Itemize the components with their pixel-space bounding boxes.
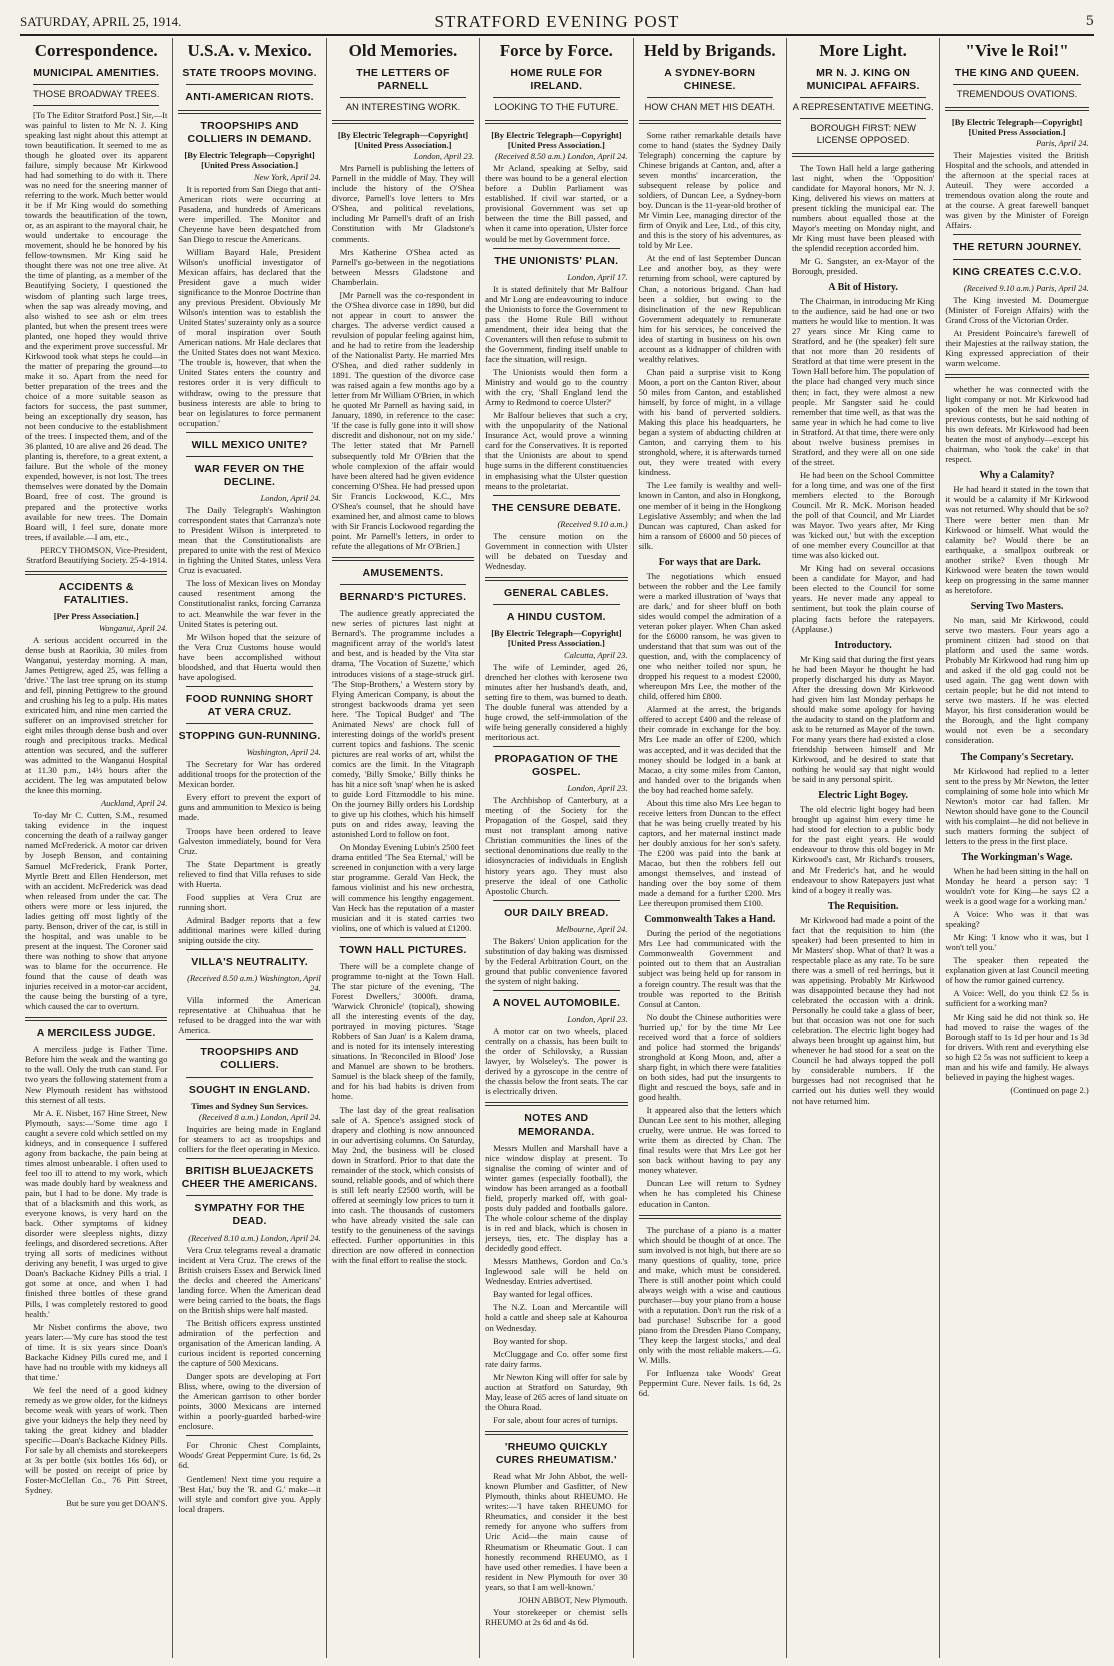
article-headline: PROPAGATION OF THE GOSPEL. — [494, 752, 619, 779]
column-usa-v-mexico — [173, 38, 326, 1658]
column-divider — [340, 584, 466, 585]
article-headline: WAR FEVER ON THE DECLINE. — [194, 462, 305, 488]
paragraph: McCluggage and Co. offer some first rate dairy farms. — [485, 1348, 628, 1369]
paragraph: Villa informed the American representative at Chihuahua that he refused to be dragged into the war with America. — [178, 995, 321, 1036]
column-more-light — [787, 38, 940, 1658]
article-headline: MR N. J. KING ON MUNICIPAL AFFAIRS. — [806, 66, 920, 92]
column-divider — [25, 571, 167, 575]
issue-date: SATURDAY, APRIL 25, 1914. — [20, 14, 182, 29]
article-headline: SOUGHT IN ENGLAND. — [188, 1083, 311, 1096]
dateline: (Received 8.50 a.m.) London, April 24. — [495, 151, 628, 162]
paragraph: Mr Wilson hoped that the seizure of the Vera Cruz Customs house would have been accomplished without bloodshed, and that Huerta would then have apologised. — [178, 631, 321, 682]
signature-line: JOHN ABBOT, New Plymouth. — [518, 1594, 628, 1605]
paragraph: Mrs Parnell is publishing the letters of Parnell in the middle of May. They will include the history of the O'Shea divorce, Parnell's love letters to Mrs O'Shea, and political revelations, including Mr Parnell's draft of an Irish Constitution with Mr Gladstone's comments. — [331, 163, 475, 244]
article-headline: TROOPSHIPS AND COLLIERS. — [200, 1046, 299, 1072]
paragraph: The speaker then repeated the explanation given at last Council meeting of how the rumor gained currency. — [945, 955, 1089, 986]
column-divider — [340, 937, 466, 938]
paragraph: Mr Kirkwood had made a point of the fact that the requisition to him (the speaker) had been presented to him in Mr Masters' shop. What of that? It was a respectable place as any rate. To be sure there was a smell of red herrings, but it was appetising. Probably Mr Kirkwood was disappointed because they had not celebrated the occasion with a drink. Personally he could take a glass of beer, but that occasion was not one for such celebration. The electric light bogey had always been brought up against him, but whenever he had stood for a seat on the Council he had always topped the poll by considerable numbers. If the burgesses had not recognised that he carried out his duties well they would not have returned him. — [791, 914, 935, 1106]
article-headline: OUR DAILY BREAD. — [504, 906, 609, 919]
column-divider — [953, 234, 1080, 235]
paragraph: Mrs Katherine O'Shea acted as Parnell's go-between in the negotiations between Messrs Gladstone and Chamberlain. — [331, 246, 475, 287]
signature-line: But be sure you get DOAN'S. — [66, 1498, 168, 1509]
column-divider — [186, 456, 312, 457]
dateline: London, April 24. — [260, 493, 321, 504]
dateline: Melbourne, April 24. — [555, 923, 628, 934]
column-divider — [186, 723, 312, 724]
column-title: Held by Brigands. — [643, 41, 776, 60]
dateline: Calcutta, April 23. — [563, 649, 628, 660]
column-divider — [186, 1195, 312, 1196]
article-headline: THE RETURN JOURNEY. — [952, 241, 1082, 254]
columns — [20, 38, 1094, 1658]
dateline: (Received 8.10 a.m.) London, April 24. — [188, 1232, 321, 1243]
column-divider — [186, 949, 312, 950]
column-divider — [953, 84, 1080, 85]
article-headline: A NOVEL AUTOMOBILE. — [492, 997, 621, 1010]
column-title: U.S.A. v. Mexico. — [187, 41, 312, 60]
article-subheadline: LOOKING TO THE FUTURE. — [494, 101, 619, 113]
paragraph: A Voice: Who was it that was speaking? — [945, 909, 1089, 930]
article-headline: TOWN HALL PICTURES. — [339, 943, 467, 956]
paragraph: Mr Newton King will offer for sale by auction at Stratford on Saturday, 9th May, lease of 265 acres of land situate on the Ohura Road. — [485, 1371, 628, 1412]
dateline: Wanganui, April 24. — [98, 622, 168, 633]
article-headline: VILLA'S NEUTRALITY. — [191, 956, 308, 969]
paragraph: He had been on the School Committee for a long time, and was one of the first members elected to the Borough Council. Mr R. McK. Morison headed the poll of that Council, and Mr Liardet was Mayor. Two years after, Mr King was 'kicked out,' but with the exception of one member every Councillor at that time was also kicked out. — [791, 469, 935, 561]
paragraph: There will be a complete change of programme to-night at the Town Hall. The star picture of the evening, 'The Forest Dwellers,' 3000ft. drama, 'Warwick Chronicle' (topical), showing all the interesting events of the day, portrayed in moving pictures. 'Stage Robbers of San Juan' is a Kalem drama, and is noted for its intensely interesting situations. In 'Reconciled in Blood' Jose and Manuel are shown to be brothers. Samuel is the black sheep of the family, and for his bad habits is driven from home. — [331, 960, 475, 1102]
page-number: 5 — [1085, 14, 1094, 29]
article-headline: ANTI-AMERICAN RIOTS. — [185, 90, 314, 103]
dateline: London, April 23. — [567, 783, 628, 794]
paragraph: Bay wanted for legal offices. — [493, 1289, 593, 1300]
article-subheadline: HOW CHAN MET HIS DEATH. — [644, 101, 776, 113]
dateline: Washington, April 24. — [246, 747, 321, 758]
agency-credit: Times and Sydney Sun Services. — [191, 1100, 308, 1111]
column-title: Force by Force. — [499, 41, 613, 60]
paragraph: The purchase of a piano is a matter which should be thought of at once. The sum involved is not high, but there are so many questions of quality, tone, price and make, which must be considered. There is still another point which could always weigh with a wise and cautious purchaser—buy your piano from a house with a reputation. Don't run the risk of a bad purchase! Subscribe for a good piano from the Dresden Piano Company, 'They keep the largest stocks,' and deal only with the most reliable makers.—G. W. Mills. — [638, 1224, 781, 1366]
column-divider — [332, 557, 474, 561]
article-headline: THE UNIONISTS' PLAN. — [494, 254, 619, 267]
paragraph: [To The Editor Stratford Post.] Sir,—It was painful to listen to Mr N. J. King speaking last night about this attempt at town beautification. It seemed to me as though he gloated over its apparent failure, simply because Mr Kirkwood had had something to do with it. There was no need for the sneering manner of referring to the work. Much better would it be if Mr King would do something towards the beautification of the town, or, as an aspirant to the mayoral chair, he would undertake to encourage the movement, should he be honored by his fellow-townsmen. Mr King said he thought there was not one tree alive. At the time of planting, as a member of the Beautifying Society, I questioned the wisdom of planting such large trees, when the sap was already moving, and also wished to see ash or elm trees planted, but when the present trees were planted, one hoped they would thrive and the experiment prove successful. Mr Kirkwood took what steps he could—in the matter of preparing the ground—to make it so. Apart from the need for better preparation of the trees and the choice of a more suitable season as factors for success, the past summer, being an exceptionally dry season, has not been conducive to the establishment of the trees. I inspected them, and of the 36 planted, 10 are alive and 26 dead. The planting is, therefore, to a great extent, a failure. But the whole of the money expended, however, is not lost. The trees themselves were donated by the Domain Board, free of cost. The ground is prepared and the protective works available for new trees. The Domain Board will, I feel sure, donate more trees, if available.—I am, etc., — [25, 109, 168, 542]
section-subheading: Introductory. — [834, 639, 892, 651]
article-subheadline: A REPRESENTATIVE MEETING. — [792, 101, 934, 113]
paragraph: The Unionists would then form a Ministry and would go to the country with the cry, 'Shall England lend the Army to Redmond to coerce Ulster?' — [485, 367, 628, 408]
column-correspondence — [20, 38, 173, 1658]
article-headline: FOOD RUNNING SHORT AT VERA CRUZ. — [185, 692, 314, 718]
dateline: (Received 9.10 a.m.) — [557, 518, 628, 529]
paragraph: No man, said Mr Kirkwood, could serve two masters. Four years ago a prominent citizen had stood on that platform and used the same words. Probably Mr Kirkwood had rung him up and asked if the old gag could not be used again. The gag went down with certain people; but he did not intend to serve two masters. If he was elected Mayor, his first consideration would be the Borough, and the light company would not even be a secondary consideration. — [945, 614, 1089, 746]
paragraph: The audience greatly appreciated the new series of pictures last night at Bernard's. The programme includes a magnificent array of the world's latest and best, and is headed by the Vita star drama, 'The Vocation of Suzette,' which introduces visions of a stage-struck girl. 'The Stop-Brothers,' a Western story by Flying American Company, is about the strongest backwoods drama yet seen here. 'The Topical Budget' and 'The Animated News' are chock full of interesting doings of the world's present current topics and fashions. The scenic pictures are real works of art, whilst the comics are the limit. In the Vitagraph comedy, 'Billy Smoke,' Billy thinks he has hit a nice soft 'snap' when he is asked to guide Lord Fitzmoddle to his mine. On the journey Billy orders his Lordship to give up his clothes, which his himself puts on and rides away, leaving the astonished Lord to follow on foot. — [331, 608, 475, 840]
article-subheadline: TREMENDOUS OVATIONS. — [956, 88, 1078, 100]
paragraph: During the period of the negotiations Mrs Lee had communicated with the Commonwealth Government and pointed out to them that an Australian subject was being held up for ransom in a foreign country. The result was that the trouble was reported to the British Consul at Canton. — [638, 928, 781, 1009]
column-divider — [792, 153, 934, 157]
dateline: Auckland, April 24. — [100, 798, 168, 809]
paragraph: It appeared also that the letters which Duncan Lee sent to his mother, alleging cruelty, were untrue. He was forced to write them as directed by Chan. The final results were that Mrs Lee got her son back without having to pay any money whatever. — [638, 1105, 781, 1176]
dateline: (Received 8.50 a.m.) Washington, April 24. — [187, 973, 321, 994]
column-divider — [493, 97, 619, 98]
paragraph: To-day Mr C. Cutten, S.M., resumed taking evidence in the inquest concerning the death of a railway ganger named McFrederick. A motor car driven by Joseph Benson, and containing Samuel McFrederick, Frank Porter, Myrtle Brett and Ellen Henderson, met with an accident. McFrederick was dead when released from under the car. The others were more or less injured, the ladies getting off most lightly of the party. Benson, driver of the car, is still in the hospital, and was unable to be present at the inquest. The Coroner said there was nothing to show that anyone was to blame for the occurrence. He found that the cause of death was injuries received in a motor-car accident, the cause being the bursting of a tyre, which caused the car to overturn. — [25, 810, 168, 1012]
agency-credit: [By Electric Telegraph—Copyright] [United Press Association.] — [491, 129, 622, 150]
paragraph: The Archbishop of Canterbury, at a meeting of the Society for the Propagation of the Gospel, said they must not transplant among native Christian communities the lines of the sectional denominations due really to the idiosyncracies of individuals in English history years ago. They must also preserve the ideal of one Catholic Apostolic Church. — [485, 795, 628, 896]
column-force-by-force — [480, 38, 633, 1658]
paragraph: Mr G. Sangster, an ex-Mayor of the Borough, presided. — [791, 255, 935, 277]
paragraph: The Secretary for War has ordered additional troops for the protection of the Mexican border. — [178, 759, 321, 790]
paragraph: Mr Kirkwood had replied to a letter sent to the press by Mr Newton, the letter complaining of some hole into which Mr Newton's motor car had fallen. Mr Newton should have gone to the Council with his complaint—he did not believe in such matters forming the subject of letters to the press in the first place. — [945, 765, 1089, 846]
column-divider — [25, 1017, 167, 1021]
column-divider — [493, 990, 619, 991]
column-title: "Vive le Roi!" — [965, 41, 1069, 60]
article-headline: AMUSEMENTS. — [362, 566, 444, 579]
paragraph: Mr King said that during the first years he had been Mayor he thought he had properly discharged his duty as Mayor. After the dressing down Mr Kirkwood had given him last Monday perhaps he should make some apology for having the audacity to stand on the platform and ask to be returned as Mayor of the town. For many years there had existed a close friendship between himself and Mr Kirkwood, and he desired to state that nothing he would say that night would be said in any personal spirit. — [791, 653, 935, 785]
paragraph: The Bakers' Union application for the substitution of day baking was dismissed by the Federal Arbitration Court, on the ground that public convenience favored the system of night baking. — [485, 935, 628, 986]
paragraph: Every effort to prevent the export of guns and ammunition to Mexico is being made. — [178, 792, 321, 823]
section-subheading: A Bit of History. — [828, 282, 898, 294]
paragraph: For Chronic Chest Complaints, Woods' Great Peppermint Cure. 1s 6d, 2s 6d. — [178, 1440, 321, 1471]
paragraph: A merciless judge is Father Time. Before him the weak and the wanting go to the wall. Only the truth can stand. For two years the following statement from a New Plymouth resident has withstood this sternest of all tests. — [25, 1044, 168, 1105]
column-divider — [493, 495, 619, 496]
article-headline: A MERCILESS JUDGE. — [36, 1027, 156, 1040]
paragraph: Some rather remarkable details have come to hand (states the Sydney Daily Telegraph) concerning the capture by Chinese brigands at Canton, and, after a seven months' incarceration, the subsequent release by police and soldiers, of Duncan Lee, a Sydney-born boy. Duncan is the 11-year-old brother of Mr Vimin Lee, managing director of the firm of Onyik and Lee, Ltd., of this city, and this is the story of his adventures, as told by Mr Lee. — [638, 129, 781, 251]
agency-credit: [By Electric Telegraph—Copyright] [United Press Association.] — [951, 116, 1083, 137]
article-headline: TROOPSHIPS AND COLLIERS IN DEMAND. — [187, 119, 312, 146]
paragraph: Inquiries are being made in England for steamers to act as troopships and colliers for the fleet operating in Mexico. — [178, 1123, 321, 1154]
agency-credit: [By Electric Telegraph—Copyright] [United Press Association.] — [184, 150, 315, 171]
paragraph: For sale, about four acres of turnips. — [493, 1414, 618, 1425]
article-headline: ACCIDENTS & FATALITIES. — [58, 581, 134, 607]
paragraph: The Town Hall held a large gathering last night, when the 'Opposition' candidate for Mayoral honors, Mr N. J. King, delivered his views on matters at present tickling the municipal ear. The numbers about equalled those at the Mayor's meeting on Monday night, and Mr King must have been pleased with the splendid reception accorded him. — [791, 162, 935, 253]
column-divider — [800, 118, 926, 119]
column-divider — [485, 1431, 627, 1435]
paragraph: Mr King said he did not think so. He had moved to raise the wages of the Borough staff to 1s 1d per hour and 1s 3d for drivers. With rent and everything else so high £2 5s was not sufficient to keep a man and his wife and family. He always believed in paying the highest wages. — [945, 1011, 1089, 1082]
column-divider — [647, 97, 773, 98]
paragraph: At the end of last September Duncan Lee and another boy, as they were returning from school, were captured by Chan, a notorious brigand. Chan had been a soldier, but owing to the disinclination of the new Republican Government adequately to remunerate him for his services, he conceived the idea of starting in business on his own account as a kidnapper of children with wealthy relatives. — [638, 253, 781, 364]
column-divider — [186, 432, 312, 433]
paragraph: Chan paid a surprise visit to Kong Moon, a port on the Canton River, about 50 miles from Canton, and established himself, by force of might, in a village with his band of perverted soldiers. Making this place his headquarters, he began a system of abducting children at Canton, and carrying them to his stronghold, where, it is afterwards turned out, they were treated with every kindness. — [638, 366, 781, 478]
paragraph: Mr Balfour believes that such a cry, with the unpopularity of the National Insurance Act, would prove a winning card for the Conservatives. It is reported that the Unionists are about to spend huge sums in the different constituencies in emphasising what the Ulster question means to the proletariat. — [485, 410, 628, 491]
section-subheading: The Workingman's Wage. — [961, 851, 1073, 863]
paragraph: Mr Nisbet confirms the above, two years later:—'My cure has stood the test of time. It is six years since Doan's Backache Kidney Pills cured me, and I have had no trouble with my kidneys all that time.' — [25, 1321, 168, 1382]
agency-credit: [By Electric Telegraph—Copyright] [United Press Association.] — [337, 129, 469, 150]
article-headline: GENERAL CABLES. — [504, 586, 609, 599]
column-divider — [800, 97, 926, 98]
paragraph: Alarmed at the arrest, the brigands offered to accept £400 and the release of their comrade in exchange for the boy. Mrs Lee made an offer of £200, which was accepted, and it was decided that the money should be lodged in a bank at Macao, a city some miles from Canton, and handed over to the brigands when the boy had reached home safely. — [638, 704, 781, 795]
paragraph: Mr King: 'I know who it was, but I won't tell you.' — [945, 932, 1089, 953]
paragraph: The N.Z. Loan and Mercantile will hold a cattle and sheep sale at Kahouroa on Wednesday. — [485, 1302, 628, 1333]
paragraph: The Chairman, in introducing Mr King to the audience, said he had one or two matters he would like to mention. It was 27 years since Mr King came to Stratford, and he (the speaker) felt sure that not more than 20 residents of Stratford at that time were present in the Town Hall before him. The population of the place had changed very much since then; in fact, they were almost a new people. Mr Sangster said he could remember that time well, as that was the same year in which he had come to live in Stratford. At that time, there were only about twelve business premises in Stratford, and they were all on one side of the street. — [791, 296, 935, 467]
dateline: New York, April 24. — [253, 171, 321, 182]
paragraph: Boy wanted for shop. — [493, 1335, 568, 1346]
article-headline: STATE TROOPS MOVING. — [182, 66, 317, 79]
paragraph: The Lee family is wealthy and well-known in Canton, and also in Hongkong, one member of it being in the Hongkong Legislative Assembly; and when the lad Duncan was captured, Chan asked for him a ransom of £6000 and 50 pieces of silk. — [638, 480, 781, 551]
column-divider — [945, 374, 1088, 378]
section-subheading: The Requisition. — [827, 900, 899, 912]
paragraph: We feel the need of a good kidney remedy as we grow older, for the kidneys become weak with years of work. Then give your kidneys the help they need by taking the great kidney and bladder specific—Doan's Backache Kidney Pills. For sale by all chemists and storekeepers at 3s per bottle (six bottles 16s 6d), or will be posted on receipt of price by Foster-McClellan Co., 76 Pitt Street, Sydney. — [25, 1384, 168, 1496]
article-headline: BRITISH BLUEJACKETS CHEER THE AMERICANS. — [181, 1165, 318, 1191]
column-title: Old Memories. — [348, 41, 458, 60]
article-headline: HOME RULE FOR IRELAND. — [510, 66, 603, 92]
paragraph: Mr A. E. Nisbet, 167 Hine Street, New Plymouth, says:—'Some time ago I caught a severe cold which settled on my kidneys, and in consequence I suffered agony from backache, the pain being at times almost unbearable. I often used to feel too ill to attend to my work, which was made doubly hard by weakness and pain, but I had to be done. My trade is that of a blacksmith and this work, as everyone knows, is very hard on the back. Other symptoms of kidney disorder were sleepless nights, dizzy feelings, and disordered secretions. After trying all sorts of medicines without deriving any benefit, I was urged to give Doan's Backache Kidney Pills a trial. I got some at once, and when I had finished three bottles of these grand Pills, I was completely restored to good health.' — [25, 1107, 168, 1319]
article-subheadline: THOSE BROADWAY TREES. — [33, 88, 160, 100]
paragraph: The old electric light bogey had been brought up against him every time he had stood for election to a public body for the past eight years. He would endeavour to throw this old bogey in Mr Kirkwood's cast, Mr Richard's trousers, and Mr Frederic's hat, and he would endeavour to show Ratepayers just what kind of a bogey it really was. — [791, 804, 935, 895]
article-headline: MUNICIPAL AMENITIES. — [33, 66, 160, 79]
dateline: (Received 9.10 a.m.) Paris, April 24. — [963, 282, 1089, 293]
dateline: London, April 17. — [567, 271, 628, 282]
paragraph: The negotiations which ensued between the robber and the Lee family were a marked illustration of 'ways that are dark,' and for sheer bluff on both sides would compel the admiration of a veteran poker player. When Chan asked for the £6000 ransom, he was given to understand that that sum was out of the question, and, with the complacency of one who neither toiled nor spun, he dropped his request to a modest £2000, whereupon Mrs Lee, the mother of the child, offered him £800. — [638, 570, 781, 702]
article-headline: STOPPING GUN-RUNNING. — [178, 730, 321, 743]
paragraph: A motor car on two wheels, placed centrally on a chassis, has been built to the order of Schilovsky, a Russian lawyer, by Wolseley's. The power is derived by a gyroscope in the centre of the chassis below the front seats. The car is electrically driven. — [485, 1026, 628, 1097]
column-divider — [186, 84, 312, 85]
column-divider — [186, 1039, 312, 1040]
paragraph: About this time also Mrs Lee began to receive letters from Duncan to the effect that he was being cruelly treated by his captors, and her maternal instinct made her doubly anxious for her son's safety. The £200 was paid into the bank at Macao, but then the robbers fell out amongst themselves, and instead of handing over the boy some of them made a demand for a further £200. Mrs Lee thereupon promised them £100. — [638, 797, 781, 909]
article-headline: THE CENSURE DEBATE. — [491, 501, 621, 514]
article-headline: THE LETTERS OF PARNELL — [356, 66, 450, 92]
dateline: London, April 23. — [413, 151, 475, 162]
section-subheading: Commonwealth Takes a Hand. — [644, 914, 776, 926]
paragraph: The Daily Telegraph's Washington correspondent states that Carranza's note to President Wilson is interpreted to mean that the Constitutionalists are prepared to unite with the rest of Mexico in fighting the United States, unless Vera Cruz is evacuated. — [178, 505, 321, 576]
paragraph: Danger spots are developing at Fort Bliss, where, owing to the diversion of the American garrison to other border points, 3000 Mexicans are interned within a poorly-guarded barbed-wire enclosure. — [178, 1371, 321, 1432]
column-divider — [186, 1435, 312, 1436]
dateline: Paris, April 24. — [1035, 138, 1089, 149]
dateline: London, April 23. — [567, 1014, 628, 1025]
paragraph: Troops have been ordered to leave Galveston immediately, bound for Vera Cruz. — [178, 825, 321, 856]
column-divider — [485, 577, 627, 581]
article-headline: BERNARD'S PICTURES. — [339, 591, 467, 604]
article-subheadline: AN INTERESTING WORK. — [345, 101, 461, 113]
section-subheading: The Company's Secretary. — [960, 751, 1074, 763]
paragraph: Vera Cruz telegrams reveal a dramatic incident at Vera Cruz. The crews of the British cruisers Essex and Berwick lined the decks and cheered the Americans' landing force. When the American dead were being carried to the boats, the flags on the British ships were half masted. — [178, 1244, 321, 1315]
paragraph: Read what Mr John Abbot, the well-known Plumber and Gasfitter, of New Plymouth, thinks about RHEUMO. He writes:—'I have taken RHEUMO for Rheumatics, and consider it the best remedy for anyone who suffers from Uric Acid—the main cause of Rheumatism or Rheumatic Gout. I can honestly recommend RHEUMO, as I have used other remedies. I have been a resident in New Plymouth for over 30 years, so that I am well-known.' — [485, 1471, 628, 1592]
paragraph: On Monday Evening Lubin's 2500 feet drama entitled 'The Sea Eternal,' will be screened in conjunction with a very large star programme. Gerald Van Heck, the famous violinist and his new orchestra, will commence his lengthy engagement. Van Heck has the reputation of a master musician and it is stated carries two violins, one of which is valued at £1200. — [331, 842, 475, 933]
paragraph: Duncan Lee will return to Sydney when he has completed his Chinese education in Canton. — [638, 1178, 781, 1209]
dateline: (Received 8 a.m.) London, April 24. — [198, 1111, 321, 1122]
signature-line: PERCY THOMSON, Vice-President, Stratford Beautifying Society. 25-4-1914. — [26, 544, 168, 565]
paragraph: A serious accident occurred in the dense bush at Raorikia, 30 miles from Wanganui, yesterday morning. A man, James Pettigrew, aged 25, was felling a 'drive.' The last tree sprung on its stump and fell, pinning Pettigrew to the ground and crushing his leg to a pulp. His mates extricated him, and nine men carried the sufferer on an improvised stretcher for eight miles through dense bush and over rough and precipitous tracks. Medical attention was secured, and the sufferer was admitted to the Wanganui Hospital at 11.30 p.m., 14½ hours after the accident. The leg was amputated below the knee this morning. — [25, 634, 168, 796]
column-divider — [186, 1077, 312, 1078]
paragraph: Gentlemen! Next time you require a 'Best Hat,' buy the 'R. and G.' make—it will style and comfort give you. Apply local drapers. — [178, 1473, 321, 1514]
section-subheading: For ways that are Dark. — [658, 556, 761, 568]
column-divider — [178, 110, 320, 114]
column-divider — [33, 105, 159, 106]
paragraph: Admiral Badger reports that a few additional marines were killed during sniping outside the city. — [178, 914, 321, 945]
paragraph: At President Poincaire's farewell of their Majesties at the railway station, the King expressed appreciation of their warm welcome. — [945, 327, 1089, 368]
column-title: Correspondence. — [34, 41, 158, 60]
paragraph: Your storekeeper or chemist sells RHEUMO at 2s 6d and 4s 6d. — [485, 1606, 628, 1627]
paragraph: The State Department is greatly relieved to find that Villa refuses to side with Huerta. — [178, 858, 321, 889]
column-divider — [186, 1158, 312, 1159]
column-divider — [485, 1102, 627, 1106]
paragraph: It is reported from San Diego that anti-American riots were occurring at Pasadena, and hundreds of Americans were imperilled. The Monitor and Cheyenne have been despatched from San Diego to rescue the Americans. — [178, 183, 321, 244]
paragraph: For Influenza take Woods' Great Peppermint Cure. Never fails. 1s 6d, 2s 6d. — [638, 1368, 781, 1399]
section-subheading: Serving Two Masters. — [970, 600, 1064, 612]
paragraph: When he had been sitting in the hall on Monday he heard a person say: 'I wouldn't vote for King—he says £2 a week is a good wage for a working man.' — [945, 865, 1089, 907]
paragraph: The British officers express unstinted admiration of the perfection and organisation of the American landing. A curious incident is reported concerning the capture of 500 Mexicans. — [178, 1317, 321, 1369]
column-divider — [493, 746, 619, 747]
paragraph: No doubt the Chinese authorities were 'hurried up,' for by the time Mr Lee received word that a force of soldiers and police had stormed the brigands' stronghold at Kong Moon, and, after a sharp fight, in which there were fatalities on both sides, had put the insurgents to flight and rescued the boys, safe and in good health. — [638, 1011, 781, 1103]
masthead — [20, 12, 1094, 36]
agency-credit: [Per Press Association.] — [53, 611, 139, 622]
paragraph: The King invested M. Doumergue (Minister of Foreign Affairs) with the Grand Cross of the Victorian Order. — [945, 294, 1089, 325]
column-divider — [33, 84, 159, 85]
paragraph: [Mr Parnell was the co-respondent in the O'Shea divorce case in 1890, but did not appear in court to answer the charges. The adverse verdict caused a revulsion of popular feeling against him, and he had to retire from the leadership of the Nationalist Party. He married Mrs O'Shea, and died rather suddenly in 1891. The question of the divorce case was raised again a few months ago by a letter from Mr William O'Brien, in which he quoted Mr Parnell as having said, in January, 1890, in reference to the case: 'If the case is fully gone into it will show discredit and dishonour, not on my side.' The letter stated that Mr Parnell subsequently told Mr O'Brien that the whole complexion of the affair would have been altered had he given evidence concerning O'Shea. He had pressed upon Sir Francis Lockwood, K.C., Mrs O'Shea's counsel, that he should have examined her, and almost came to blows with Sir Francis Lockwood regarding the point. Mr Parnell's letters, in order to refute the allegations of Mr O'Brien.] — [331, 289, 475, 551]
signature-line: (Continued on page 2.) — [1010, 1084, 1089, 1095]
column-divider — [953, 259, 1080, 260]
paragraph: whether he was connected with the light company or not. Mr Kirkwood had spoken of the men he had beaten in previous contests, but he said nothing of his own defeats. Mr Kirkwood had been beaten the most of anybody—except his chairman, who 'took the cake' in that respect. — [945, 384, 1089, 465]
column-divider — [493, 900, 619, 901]
paragraph: The wife of Leminder, aged 26, drenched her clothes with kerosene two minutes after her husband's death, and, setting fire to them, was burned to death. The double funeral was attended by a huge crowd, the self-immolation of the wife being generally considered a highly meritorious act. — [485, 661, 628, 742]
column-divider — [332, 120, 474, 124]
newspaper-title: STRATFORD EVENING POST — [434, 12, 680, 31]
paragraph: He had heard it stated in the town that it would be a calamity if Mr Kirkwood was not returned. Why should that be so? There were better men than Mr Kirkwood or himself. What would the calamity be? Would there be an earthquake, a smallpox outbreak or another strike? Even though Mr Kirkwood were beaten the town would keep on progressing in the same manner as heretofore. — [945, 484, 1089, 595]
paragraph: The censure motion on the Government in connection with Ulster will be debated on Tuesday and Wednesday. — [485, 530, 628, 571]
section-subheading: Why a Calamity? — [979, 470, 1055, 482]
column-title: More Light. — [819, 41, 907, 60]
article-headline: A SYDNEY-BORN CHINESE. — [664, 66, 756, 92]
paragraph: Their Majesties visited the British Hospital and the schools, and attended in the afternoon at the special races at Auteuil. They were accorded a tremendous ovation along the route and at the course. A great farewell banquet was given by the Minister of Foreign Affairs. — [945, 150, 1089, 231]
article-headline: NOTES AND MEMORANDA. — [518, 1112, 595, 1138]
article-subheadline: BOROUGH FIRST: NEW LICENSE OPPOSED. — [810, 122, 916, 146]
agency-credit: [By Electric Telegraph—Copyright] [United Press Association.] — [491, 628, 622, 649]
paragraph: Food supplies at Vera Cruz are running short. — [178, 891, 321, 912]
column-divider — [493, 248, 619, 249]
column-divider — [493, 604, 619, 605]
article-headline: A HINDU CUSTOM. — [506, 611, 606, 624]
article-headline: 'RHEUMO QUICKLY CURES RHEUMATISM.' — [495, 1440, 617, 1467]
paragraph: A Voice: Well, do you think £2 5s is sufficient for a working man? — [945, 988, 1089, 1009]
column-held-by-brigands — [634, 38, 787, 1658]
paragraph: The loss of Mexican lives on Monday caused resentment among the Constitutionalist ranks, forcing Carranza to act. Meanwhile the war fever in the United States is petering out. — [178, 578, 321, 629]
article-headline: SYMPATHY FOR THE DEAD. — [194, 1202, 305, 1228]
paragraph: It is stated definitely that Mr Balfour and Mr Long are endeavouring to induce the Unionists to force the Government to pass the Home Rule Bill without amendment, their idea being that the Covenanters will then refuse to submit to the Government, finding itself unable to face the situation, will resign. — [485, 283, 628, 365]
column-old-memories — [327, 38, 480, 1658]
section-subheading: Electric Light Bogey. — [818, 790, 908, 802]
column-divider — [186, 686, 312, 687]
column-vive-le-roi — [940, 38, 1093, 1658]
column-divider — [639, 120, 781, 124]
paragraph: William Bayard Hale, President Wilson's unofficial investigator of Mexican affairs, has declared that the President gave a much wider significance to the Monroe Doctrine than any previous President. Obviously Mr Wilson's intention was to establish the United States' suzerainty only as a source of moral inspiration over South American nations. Mr Hale declares that the United States does not want Mexico. 'The trouble is, however, that when the United States enters the country and restores order it is very difficult to withdraw, owing to the pressure that business interests are able to bring to bear on legislatures to force permanent occupation.' — [178, 246, 321, 428]
paragraph: Mr King had on several occasions been a candidate for Mayor, and had been elected to the Council for some years. He never made any appeal to sentiment, but took the plain course of placing facts before the ratepayers. (Applause.) — [791, 563, 935, 634]
column-divider — [485, 120, 627, 124]
paragraph: The last day of the great realisation sale of A. Spence's assigned stock of drapery and clothing is now announced in our advertising columns. On Saturday, May 2nd, the business will be closed down in Stratford. Prior to that date the remainder of the stock, which consists of sound, reliable goods, and of which there is still left nearly £2500 worth, will be offered at seemingly low prices to turn it into cash. The thousands of customers who have already visited the sale can testify to the genuineness of the savings effected. Further opportunities in this direction are now offered in connection with the final effort to realise the stock. — [331, 1104, 475, 1266]
column-divider — [945, 107, 1088, 111]
article-headline: WILL MEXICO UNITE? — [191, 438, 308, 451]
paragraph: Mr Acland, speaking at Selby, said there was bound to be a general election before a Dublin Parliament was established. If civil war started, or a provisional Government was set up between the time the Bill passed, and when it came into operation, Ulster force would be met by Government force. — [485, 163, 628, 244]
column-divider — [340, 97, 466, 98]
paragraph: Messrs Matthews, Gordon and Co.'s Inglewood sale will be held on Wednesday. Entries advertised. — [485, 1256, 628, 1287]
paragraph: Messrs Mullen and Marshall have a nice window display at present. To signalise the coming of winter and of winter games (especially football), the window has been arranged as a football field, properly marked off, with goal-posts duly padded and footballs galore. The whole colour scheme of the display is in red and black, which is chosen in jerseys, ties, etc. The display has a decidedly good effect. — [485, 1142, 628, 1254]
column-divider — [639, 1215, 781, 1219]
article-headline: KING CREATES C.C.V.O. — [952, 265, 1082, 278]
article-headline: THE KING AND QUEEN. — [954, 66, 1080, 79]
